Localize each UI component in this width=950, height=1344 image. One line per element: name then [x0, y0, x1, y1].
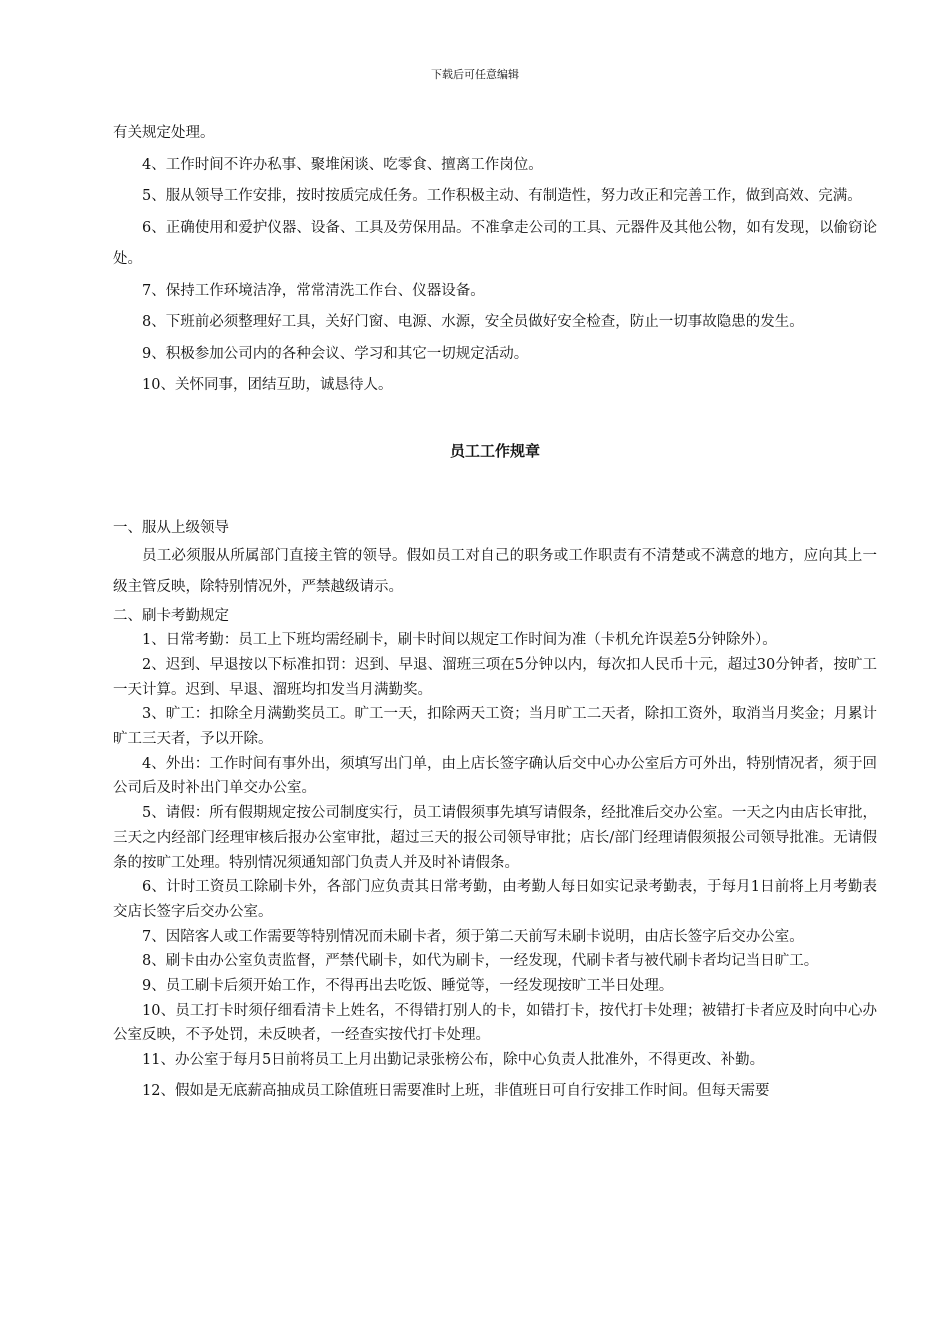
- rule-paragraph: 9、积极参加公司内的各种会议、学习和其它一切规定活动。: [142, 345, 529, 362]
- attendance-item: 1、日常考勤：员工上下班均需经刷卡，刷卡时间以规定工作时间为准（卡机允许误差5分钟除外）。: [142, 632, 777, 649]
- section-paragraph: 员工必须服从所属部门直接主管的领导。假如员工对自己的职务或工作职责有不清楚或不满意的地方，应向其上一级主管反映，除特别情况外，严禁越级请示。: [113, 547, 877, 595]
- prior-rules-list: [113, 118, 877, 402]
- document-body: [113, 118, 877, 1104]
- section-attendance-rules: [113, 604, 877, 1104]
- rule-paragraph: 10、关怀同事，团结互助，诚恳待人。: [142, 377, 393, 393]
- section-obey-superiors: [113, 516, 877, 604]
- attendance-item: 11、办公室于每月5日前将员工上月出勤记录张榜公布，除中心负责人批准外，不得更改、补勤。: [142, 1052, 765, 1069]
- attendance-item: 9、员工刷卡后须开始工作，不得再出去吃饭、睡觉等，一经发现按旷工半日处理。: [142, 978, 674, 995]
- attendance-item: 2、迟到、早退按以下标准扣罚：迟到、早退、溜班三项在5分钟以内，每次扣人民币十元，超过30分钟者，按旷工一天计算。迟到、早退、溜班均扣发当月满勤奖。: [113, 656, 877, 698]
- rule-paragraph: 7、保持工作环境洁净，常常清洗工作台、仪器设备。: [142, 282, 485, 299]
- rule-paragraph: 6、正确使用和爱护仪器、设备、工具及劳保用品。不准拿走公司的工具、元器件及其他公物，如有发现，以偷窃论处。: [113, 219, 877, 267]
- rule-paragraph: 4、工作时间不许办私事、聚堆闲谈、吃零食、擅离工作岗位。: [142, 156, 543, 173]
- attendance-item: 10、员工打卡时须仔细看清卡上姓名，不得错打别人的卡，如错打卡，按代打卡处理；被错打卡者应及时向中心办公室反映，不予处罚，未反映者，一经查实按代打卡处理。: [113, 1002, 877, 1044]
- rule-paragraph: 有关规定处理。: [113, 125, 215, 141]
- document-title: 员工工作规章: [449, 441, 540, 460]
- attendance-item: 12、假如是无底薪高抽成员工除值班日需要准时上班，非值班日可自行安排工作时间。但每天需要: [142, 1082, 770, 1099]
- attendance-item: 4、外出：工作时间有事外出，须填写出门单，由上店长签字确认后交中心办公室后方可外出，特别情况者，须于回公司后及时补出门单交办公室。: [113, 755, 877, 797]
- page-header-note: 下载后可任意编辑: [431, 68, 519, 81]
- rule-paragraph: 8、下班前必须整理好工具，关好门窗、电源、水源，安全员做好安全检查，防止一切事故隐患的发生。: [142, 314, 804, 330]
- attendance-item: 8、刷卡由办公室负责监督，严禁代刷卡，如代为刷卡，一经发现，代刷卡者与被代刷卡者均记当日旷工。: [142, 953, 819, 970]
- attendance-item: 5、请假：所有假期规定按公司制度实行，员工请假须事先填写请假条，经批准后交办公室。一天之内由店长审批，三天之内经部门经理审核后报办公室审批，超过三天的报公司领导审批；店长/部门经理请假须报公司领导批准。无请假条的按旷工处理。特别情况须通知部门负责人并及时补请假条。: [113, 805, 877, 871]
- rule-paragraph: 5、服从领导工作安排，按时按质完成任务。工作积极主动、有制造性，努力改正和完善工作，做到高效、完满。: [142, 188, 862, 204]
- attendance-item: 3、旷工：扣除全月满勤奖员工。旷工一天，扣除两天工资；当月旷工二天者，除扣工资外，取消当月奖金；月累计旷工三天者，予以开除。: [113, 706, 877, 748]
- attendance-item: 6、计时工资员工除刷卡外，各部门应负责其日常考勤，由考勤人每日如实记录考勤表，于每月1日前将上月考勤表交店长签字后交办公室。: [113, 879, 877, 920]
- attendance-item: 7、因陪客人或工作需要等特别情况而未刷卡者，须于第二天前写未刷卡说明，由店长签字后交办公室。: [142, 928, 804, 945]
- section-heading: 二、刷卡考勤规定: [113, 607, 229, 624]
- section-heading: 一、服从上级领导: [113, 519, 229, 536]
